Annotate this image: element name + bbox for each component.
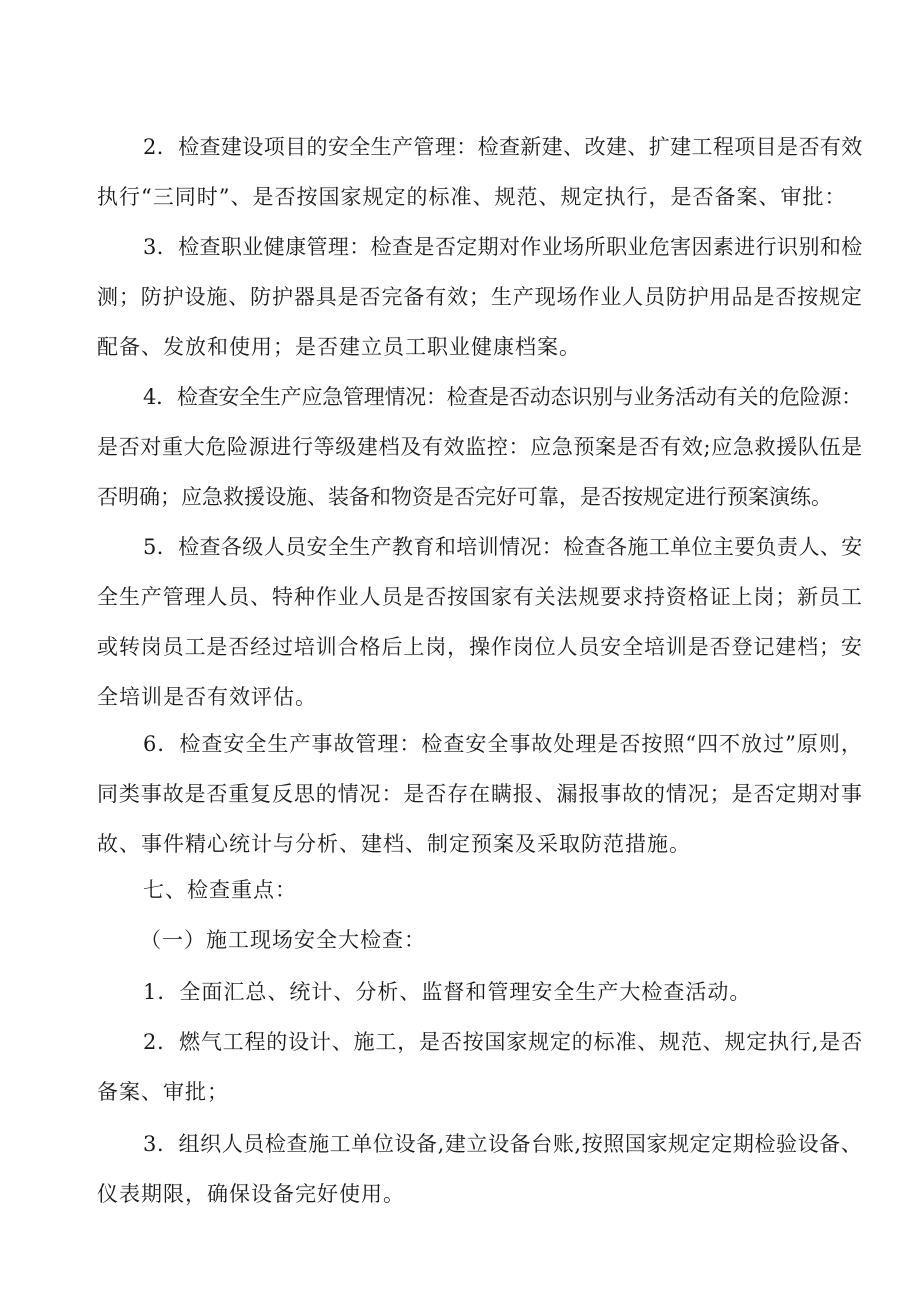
- text-line: 全培训是否有效评估。: [97, 685, 317, 709]
- text-line: 执行“三同时”、是否按国家规定的标准、规范、规定执行，是否备案、审批：: [97, 185, 847, 209]
- text-line: 否明确；应急救援设施、装备和物资是否完好可靠，是否按规定进行预案演练。: [97, 485, 832, 509]
- text-line: 故、事件精心统计与分析、建档、制定预案及采取防范措施。: [97, 832, 691, 856]
- text-line: 同类事故是否重复反思的情况：是否存在瞒报、漏报事故的情况；是否定期对事: [97, 782, 863, 806]
- text-line: 七、检查重点：: [143, 878, 297, 902]
- text-line: 仪表期限，确保设备完好使用。: [97, 1182, 405, 1206]
- text-line: 3．检查职业健康管理：检查是否定期对作业场所职业危害因素进行识别和检: [143, 235, 863, 259]
- text-line: 2．燃气工程的设计、施工，是否按国家规定的标准、规范、规定执行,是否: [143, 1030, 863, 1054]
- text-line: 配备、发放和使用；是否建立员工职业健康档案。: [97, 335, 581, 359]
- text-line: 测；防护设施、防护器具是否完备有效；生产现场作业人员防护用品是否按规定: [97, 285, 863, 309]
- text-line: 1．全面汇总、统计、分析、监督和管理安全生产大检查活动。: [143, 980, 752, 1004]
- text-line: 全生产管理人员、特种作业人员是否按国家有关法规要求持资格证上岗；新员工: [97, 585, 863, 609]
- text-line: 6．检查安全生产事故管理：检查安全事故处理是否按照“四不放过”原则，: [143, 732, 863, 756]
- text-line: 是否对重大危险源进行等级建档及有效监控：应急预案是否有效;应急救援队伍是: [97, 435, 863, 459]
- text-line: 备案、审批；: [97, 1080, 229, 1104]
- text-line: （一）施工现场安全大检查：: [140, 928, 426, 952]
- text-line: 5．检查各级人员安全生产教育和培训情况：检查各施工单位主要负责人、安: [143, 535, 863, 559]
- text-line: 或转岗员工是否经过培训合格后上岗，操作岗位人员安全培训是否登记建档；安: [97, 635, 863, 659]
- text-line: 2．检查建设项目的安全生产管理：检查新建、改建、扩建工程项目是否有效: [143, 135, 863, 159]
- text-line: 3．组织人员检查施工单位设备,建立设备台账,按照国家规定定期检验设备、: [143, 1132, 863, 1156]
- text-line: 4．检查安全生产应急管理情况：检查是否动态识别与业务活动有关的危险源：: [143, 385, 862, 409]
